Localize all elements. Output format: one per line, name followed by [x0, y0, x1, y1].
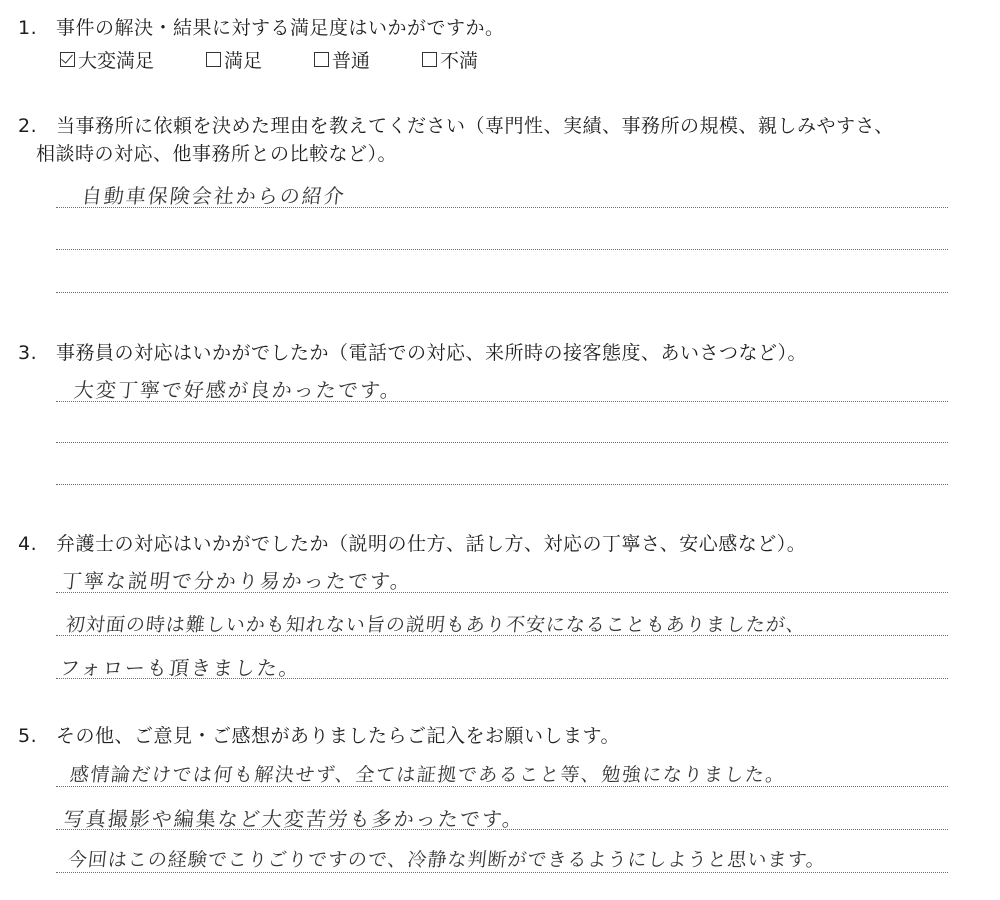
handwritten-answer: フォローも頂きました。 [58, 656, 303, 680]
question-text: 事務員の対応はいかがでしたか（電話での対応、来所時の接客態度、あいさつなど）。 [56, 342, 808, 364]
answer-line [56, 207, 948, 208]
question-3 [18, 339, 807, 367]
question-text: 弁護士の対応はいかがでしたか（説明の仕方、話し方、対応の丁寧さ、安心感など）。 [56, 533, 807, 555]
option-satisfied[interactable] [206, 46, 262, 73]
option-very-satisfied[interactable] [60, 46, 154, 73]
handwritten-answer: 自動車保険会社からの紹介 [80, 184, 348, 208]
question-2 [18, 112, 894, 168]
answer-line [56, 249, 948, 250]
answer-line [56, 592, 948, 593]
question-number: 2. [18, 115, 38, 137]
question-number: 5. [18, 725, 38, 747]
handwritten-answer: 写真撮影や編集など大変苦労も多かったです。 [62, 807, 526, 831]
handwritten-answer: 大変丁寧で好感が良かったです。 [72, 378, 404, 402]
question-text-continued: 相談時の対応、他事務所との比較など）。 [36, 143, 398, 165]
answer-line [56, 442, 948, 443]
checkbox-icon[interactable] [206, 52, 221, 67]
option-label: 不満 [440, 50, 479, 72]
answer-line [56, 786, 948, 787]
question-text: 事件の解決・結果に対する満足度はいかがですか。 [56, 17, 505, 39]
question-number: 4. [18, 533, 38, 555]
question-text: 当事務所に依頼を決めた理由を教えてください（専門性、実績、事務所の規模、親しみやすさ、 [56, 115, 894, 137]
question-number: 1. [18, 17, 38, 39]
answer-line [56, 829, 948, 830]
answer-line [56, 292, 948, 293]
handwritten-answer: 丁寧な説明で分かり易かったです。 [60, 569, 414, 593]
option-label: 大変満足 [78, 50, 155, 72]
question-1 [18, 14, 505, 42]
handwritten-answer: 初対面の時は難しいかも知れない旨の説明もあり不安になることもありましたが、 [64, 614, 808, 636]
answer-line [56, 678, 948, 679]
option-label: 満足 [224, 50, 263, 72]
answer-line [56, 484, 948, 485]
checked-checkbox-icon[interactable] [60, 52, 75, 67]
question-text: その他、ご意見・ご感想がありましたらご記入をお願いします。 [56, 725, 620, 747]
answer-line [56, 872, 948, 873]
satisfaction-options [60, 46, 530, 73]
question-number: 3. [18, 342, 38, 364]
handwritten-answer: 感情論だけでは何も解決せず、全ては証拠であること等、勉強になりました。 [68, 764, 787, 786]
answer-line [56, 401, 948, 402]
question-5 [18, 722, 620, 750]
checkbox-icon[interactable] [314, 52, 329, 67]
option-dissatisfied[interactable] [422, 46, 478, 73]
option-normal[interactable] [314, 46, 370, 73]
handwritten-answer: 今回はこの経験でこりごりですので、冷静な判断ができるようにしようと思います。 [66, 849, 828, 871]
checkbox-icon[interactable] [422, 52, 437, 67]
option-label: 普通 [332, 50, 371, 72]
answer-line [56, 635, 948, 636]
question-4 [18, 530, 806, 558]
